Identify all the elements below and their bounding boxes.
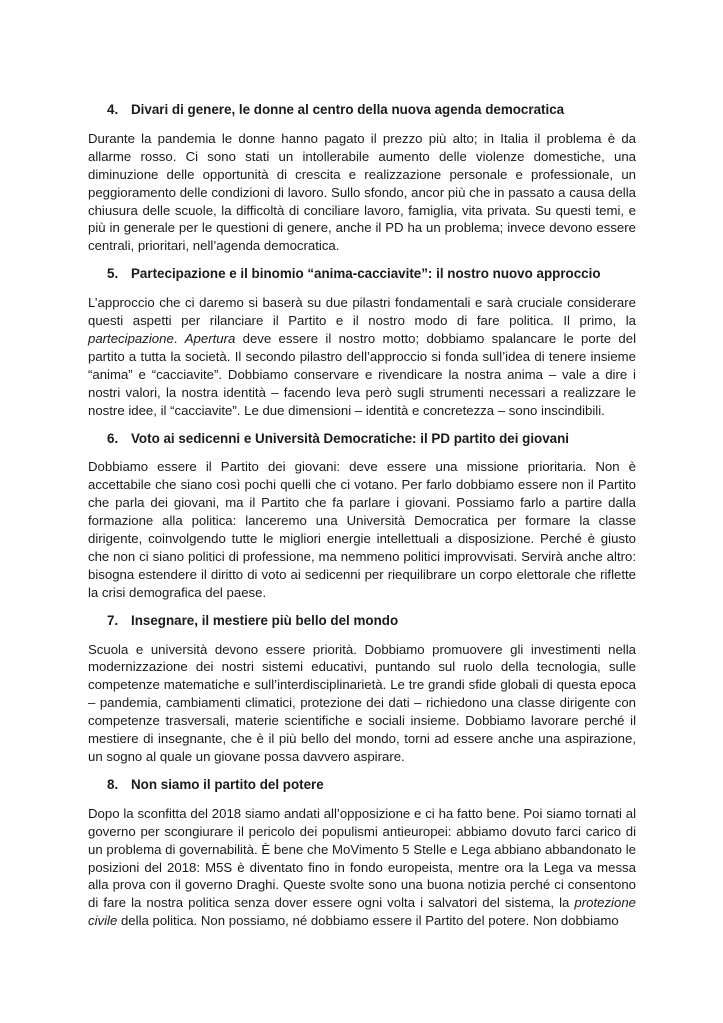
paragraph-text: della politica. Non possiamo, né dobbiamo essere il Partito del potere. Non dobbiamo xyxy=(117,913,619,929)
section-number: 7. xyxy=(107,612,119,628)
paragraph-text: deve essere il nostro motto; dobbiamo spalancare le porte del partito a tutta la società. Il secondo pilastro dell’approccio si fonda sull’idea di tenere insieme “anima” e “cacciavite”. Dobbiamo conservare e rivendicare la nostra anima – vale a dire i nostri valori, la nostra identità – facendo leva però sugli strumenti necessari a realizzare le nostre idee, il “cacciavite”. Le due dimensioni – identità e concretezza – sono inscindibili. xyxy=(88,330,636,418)
emphasis-text: Apertura xyxy=(184,330,236,346)
section-heading-6 xyxy=(88,430,636,448)
section-heading-8 xyxy=(88,776,636,794)
section-number: 8. xyxy=(107,776,119,792)
section-heading-7 xyxy=(88,612,636,630)
section-number: 4. xyxy=(107,102,119,117)
document-page xyxy=(88,101,636,940)
paragraph-text: Dobbiamo essere il Partito dei giovani: deve essere una missione prioritaria. Non è accettabile che siano così pochi quelli che ci votano. Per farlo dobbiamo essere non il Partito che parla dei giovani, ma il Partito che fa parlare i giovani. Possiamo farlo a partire dalla formazione alla politica: lanceremo una Università Democratica per formare la classe dirigente, coinvolgendo tutte le migliori energie intellettuali a disposizione. Perché è giusto che non ci siano politici di professione, ma nemmeno politici improvvisati. Servirà anche altro: bisogna estendere il diritto di voto ai sedicenni per riequilibrare un corpo elettorale che riflette la crisi demografica del paese. xyxy=(88,459,636,600)
section-paragraph-4 xyxy=(88,130,636,255)
section-number: 5. xyxy=(107,266,119,282)
emphasis-text: partecipazione xyxy=(88,330,174,346)
paragraph-text: L’approccio che ci daremo si baserà su due pilastri fondamentali e sarà cruciale considerare questi aspetti per rilanciare il Partito e il nostro modo di fare politica. Il primo, la xyxy=(88,295,636,329)
section-heading-5 xyxy=(88,265,636,283)
paragraph-text: . xyxy=(173,330,185,346)
section-title: Voto ai sedicenni e Università Democratiche: il PD partito dei giovani xyxy=(131,430,570,446)
emphasis-text: protezione civile xyxy=(88,895,636,929)
section-paragraph-6 xyxy=(88,458,636,601)
section-heading-4 xyxy=(88,101,636,119)
section-paragraph-5 xyxy=(88,294,636,419)
section-number: 6. xyxy=(107,430,119,446)
section-title: Partecipazione e il binomio “anima-cacciavite”: il nostro nuovo approccio xyxy=(131,266,601,282)
paragraph-text: Scuola e università devono essere priorità. Dobbiamo promuovere gli investimenti nella modernizzazione dei nostri sistemi educativi, puntando sul ruolo della tecnologia, sulle competenze matematiche e sull’interdisciplinarietà. Le tre grandi sfide globali di questa epoca – pandemia, cambiamenti climatici, protezione dei dati – richiedono una classe dirigente con competenze trasversali, materie scientifiche e sociali insieme. Dobbiamo lavorare perché il mestiere di insegnante, che è il più bello del mondo, torni ad essere anche una aspirazione, un sogno al quale un giovane possa davvero aspirare. xyxy=(88,641,636,764)
section-title: Non siamo il partito del potere xyxy=(131,776,324,792)
section-title: Insegnare, il mestiere più bello del mondo xyxy=(131,612,399,628)
paragraph-text: Dopo la sconfitta del 2018 siamo andati all’opposizione e ci ha fatto bene. Poi siamo tornati al governo per scongiurare il pericolo dei populismi antieuropei: abbiamo dovuto farci carico di un problema di governabilità. È bene che MoVimento 5 Stelle e Lega abbiano abbandonato le posizioni del 2018: M5S è diventato fino in fondo europeista, mentre ora la Lega va messa alla prova con il governo Draghi. Queste svolte sono una buona notizia perché ci consentono di fare la nostra politica senza dover essere ogni volta i salvatori del sistema, la xyxy=(88,805,636,911)
section-paragraph-7 xyxy=(88,641,636,766)
paragraph-text: Durante la pandemia le donne hanno pagato il prezzo più alto; in Italia il problema è da allarme rosso. Ci sono stati un intollerabile aumento delle violenze domestiche, una diminuzione delle opportunità di crescita e realizzazione personale e professionale, un peggioramento delle condizioni di lavoro. Sullo sfondo, ancor più che in passato a causa della chiusura delle scuole, la difficoltà di conciliare lavoro, famiglia, vita privata. Su questi temi, e più in generale per le questioni di genere, anche il PD ha un problema; invece devono essere centrali, prioritari, nell’agenda democratica. xyxy=(88,130,636,254)
section-paragraph-8 xyxy=(88,805,636,930)
section-title: Divari di genere, le donne al centro della nuova agenda democratica xyxy=(131,102,565,117)
